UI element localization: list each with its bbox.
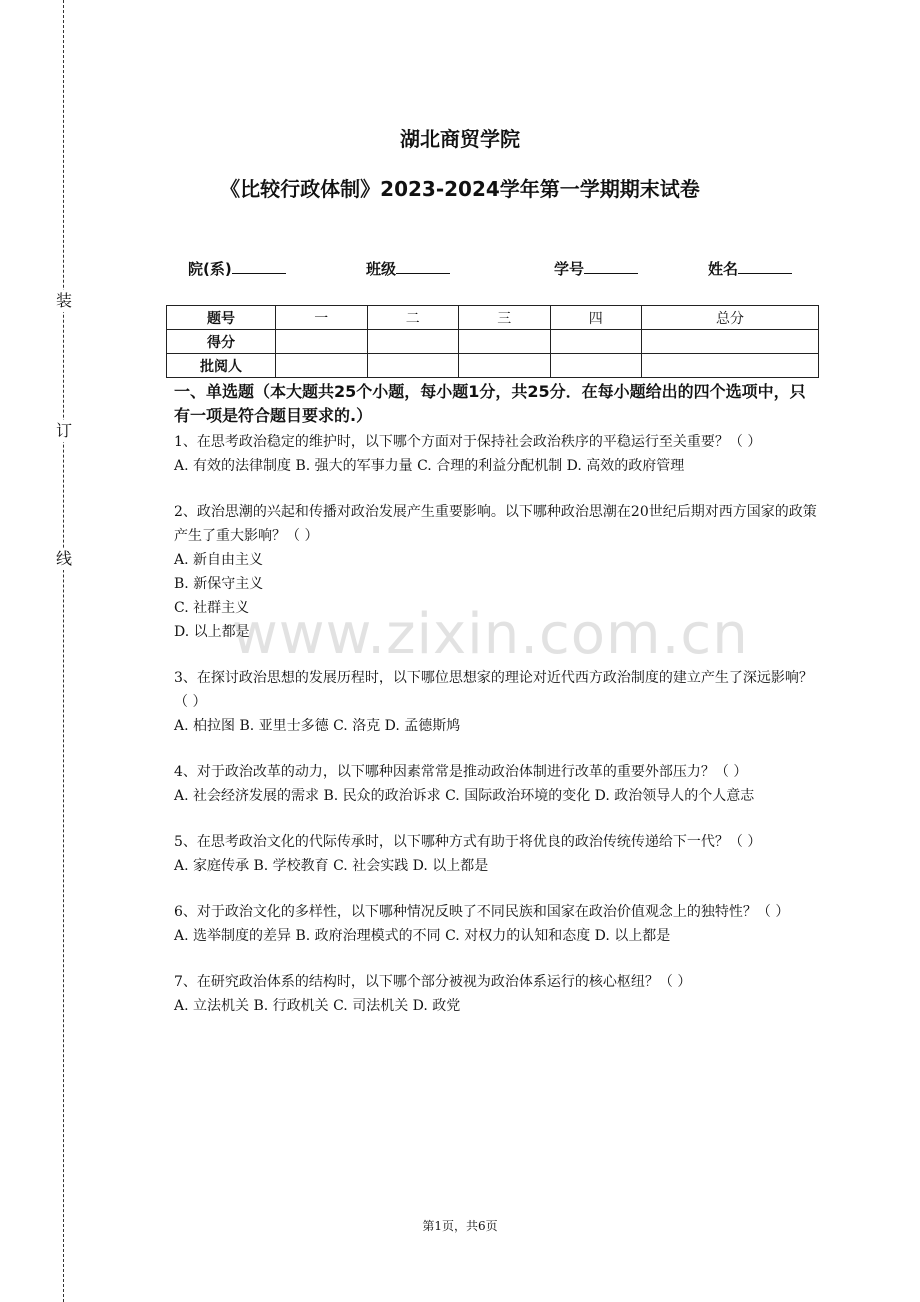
name-label: 姓名 <box>708 260 739 278</box>
score-table-row <box>167 330 819 354</box>
student-info-row <box>188 258 808 280</box>
question-options: A. 新自由主义 <box>174 552 264 568</box>
score-row-label: 得分 <box>167 330 276 354</box>
name-field[interactable] <box>708 258 792 279</box>
class-field[interactable] <box>366 258 450 279</box>
score-table-header-row <box>167 306 819 330</box>
question-options: A. 社会经济发展的需求 B. 民众的政治诉求 C. 国际政治环境的变化 D. 政治领导人的个人意志 <box>174 788 755 804</box>
watermark: www.zixin.com.cn <box>232 602 749 667</box>
binding-char-zhuang: 装 <box>55 291 72 310</box>
score-cell[interactable] <box>367 354 459 378</box>
question-text: 4、对于政治改革的动力，以下哪种因素常常是推动政治体制进行改革的重要外部压力？（ ） <box>174 764 748 780</box>
question-list <box>174 430 820 1018</box>
section-heading: 一、单选题（本大题共25个小题，每小题1分，共25分．在每小题给出的四个选项中，只有一项是符合题目要求的.） <box>174 382 806 425</box>
exam-content <box>174 380 820 1018</box>
question-options: D. 以上都是 <box>174 624 250 640</box>
question-text: 6、对于政治文化的多样性，以下哪种情况反映了不同民族和国家在政治价值观念上的独特性？（ ） <box>174 904 790 920</box>
score-cell[interactable] <box>276 330 368 354</box>
score-cell[interactable] <box>367 330 459 354</box>
score-cell[interactable] <box>550 354 642 378</box>
exam-title: 《比较行政体制》2023-2024学年第一学期期末试卷 <box>220 177 700 201</box>
score-cell[interactable] <box>459 354 551 378</box>
question-text: 5、在思考政治文化的代际传承时，以下哪种方式有助于将优良的政治传统传递给下一代？（ ） <box>174 834 762 850</box>
binding-char-ding: 订 <box>55 421 72 440</box>
score-cell[interactable] <box>276 354 368 378</box>
class-label: 班级 <box>366 260 397 278</box>
score-header-cell: 总分 <box>642 306 819 330</box>
school-name: 湖北商贸学院 <box>400 127 520 151</box>
score-cell[interactable] <box>642 330 819 354</box>
question-options: A. 家庭传承 B. 学校教育 C. 社会实践 D. 以上都是 <box>174 858 489 874</box>
question-options: C. 社群主义 <box>174 600 250 616</box>
department-blank[interactable] <box>232 258 286 274</box>
student-id-field[interactable] <box>554 258 638 279</box>
question-text: 1、在思考政治稳定的维护时，以下哪个方面对于保持社会政治秩序的平稳运行至关重要？（ ） <box>174 434 762 450</box>
question-text: 3、在探讨政治思想的发展历程时，以下哪位思想家的理论对近代西方政治制度的建立产生了深远影响？（ ） <box>174 670 813 710</box>
score-table <box>166 305 819 378</box>
class-blank[interactable] <box>396 258 450 274</box>
student-id-blank[interactable] <box>584 258 638 274</box>
question-block <box>174 830 820 878</box>
page-footer: 第1页，共6页 <box>422 1219 498 1233</box>
score-header-cell: 题号 <box>167 306 276 330</box>
score-row-label: 批阅人 <box>167 354 276 378</box>
score-header-cell: 四 <box>550 306 642 330</box>
question-options: A. 有效的法律制度 B. 强大的军事力量 C. 合理的利益分配机制 D. 高效的政府管理 <box>174 458 685 474</box>
question-block <box>174 430 820 478</box>
question-options: A. 立法机关 B. 行政机关 C. 司法机关 D. 政党 <box>174 998 461 1014</box>
student-id-label: 学号 <box>554 260 585 278</box>
question-block <box>174 760 820 808</box>
score-cell[interactable] <box>550 330 642 354</box>
department-field[interactable] <box>188 258 286 279</box>
score-cell[interactable] <box>642 354 819 378</box>
department-label: 院(系) <box>188 260 232 278</box>
question-block <box>174 970 820 1018</box>
score-table-row <box>167 354 819 378</box>
score-header-cell: 一 <box>276 306 368 330</box>
question-options: B. 新保守主义 <box>174 576 264 592</box>
question-block <box>174 900 820 948</box>
question-block <box>174 666 820 738</box>
name-blank[interactable] <box>738 258 792 274</box>
score-cell[interactable] <box>459 330 551 354</box>
question-options: A. 柏拉图 B. 亚里士多德 C. 洛克 D. 孟德斯鸠 <box>174 718 461 734</box>
score-header-cell: 二 <box>367 306 459 330</box>
question-options: A. 选举制度的差异 B. 政府治理模式的不同 C. 对权力的认知和态度 D. 以上都是 <box>174 928 671 944</box>
question-text: 2、政治思潮的兴起和传播对政治发展产生重要影响。以下哪种政治思潮在20世纪后期对西方国家的政策产生了重大影响？（ ） <box>174 504 817 544</box>
binding-char-xian: 线 <box>55 549 72 568</box>
score-header-cell: 三 <box>459 306 551 330</box>
question-text: 7、在研究政治体系的结构时，以下哪个部分被视为政治体系运行的核心枢纽？（ ） <box>174 974 692 990</box>
